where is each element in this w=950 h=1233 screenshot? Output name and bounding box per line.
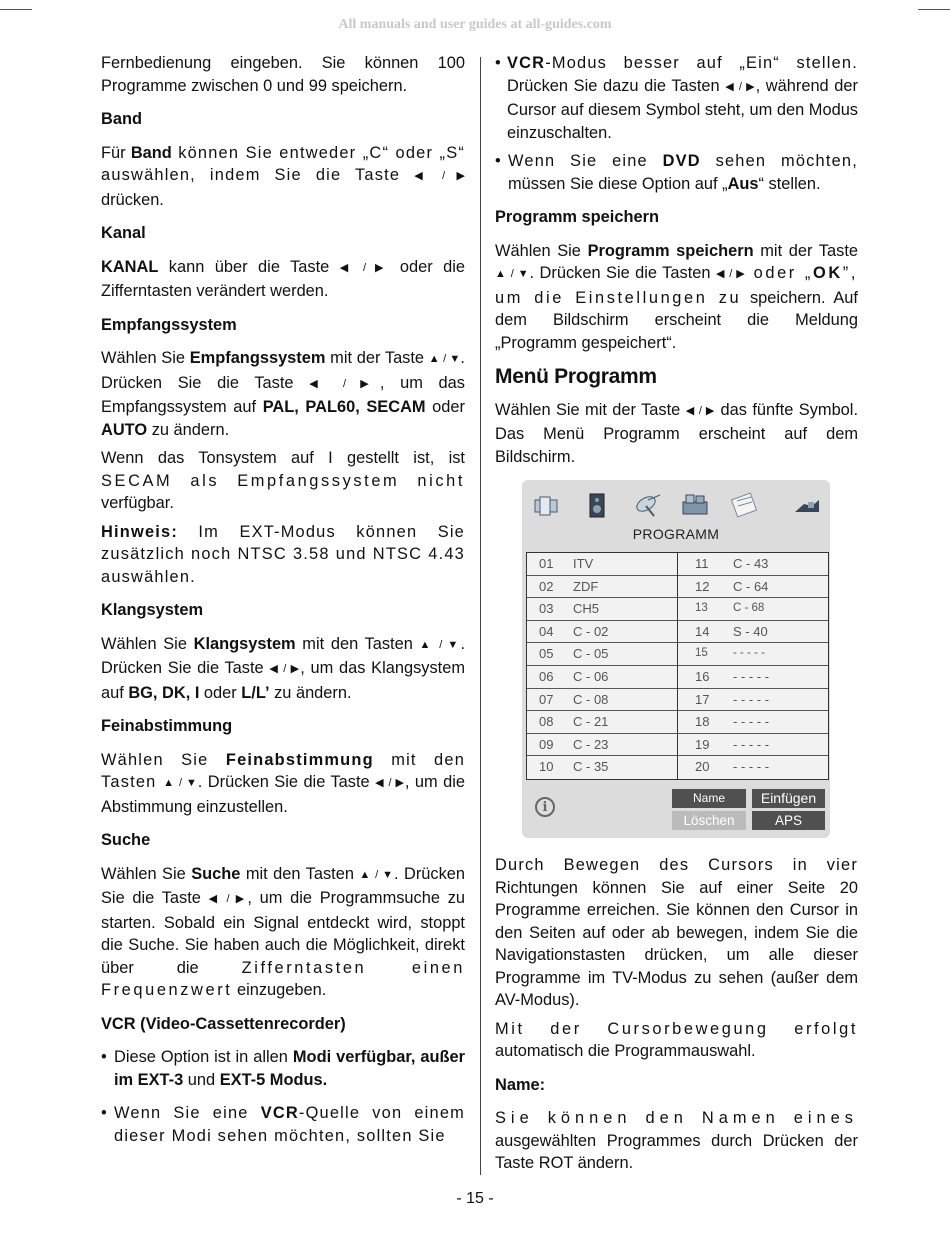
name-text [495,1107,858,1175]
program-number: 15 [695,647,708,660]
left-right-arrow-icon: ◀ / ▶ [375,777,405,789]
text-span: , um das Klangsystem auf [101,659,465,702]
text-span: mit der Taste [325,349,429,367]
left-right-arrow-icon: ◀ / ▶ [339,261,390,274]
text-span: Für [101,143,131,162]
insert-button[interactable]: Einfügen [752,789,825,808]
text-span: Im EXT-Modus können Sie zusätzlich noch NTSC 3.58 und NTSC 4.43 auswählen. [101,522,465,586]
program-number: 05 [539,646,554,662]
text-span: oder [199,683,242,702]
left-right-arrow-icon: ◀ / ▶ [269,663,301,675]
program-row[interactable] [678,576,828,599]
text-span: Durch Bewegen des Cursors in vier [495,856,858,874]
column-divider [480,57,481,1175]
program-name: ITV [573,556,594,571]
text-span: Mit der Cursorbewegung erfolgt [495,1019,858,1038]
dvd-bullet [495,150,858,195]
klangsystem-text [101,633,465,705]
text-span: Wählen Sie mit der Taste [495,400,686,419]
program-number: 04 [539,623,554,639]
program-name: C - 02 [573,623,609,639]
program-name: C - 35 [573,759,609,775]
program-number: 19 [695,736,710,752]
text-span: müssen Sie diese Option auf „ [508,174,728,193]
program-number: 13 [695,602,708,615]
text-bold: Klangsystem [193,634,296,653]
program-name: C - 08 [573,691,609,707]
program-row[interactable] [527,666,677,689]
menu-button-bar [522,784,830,834]
tonsystem-text [101,447,465,515]
picture-icon[interactable] [532,492,562,518]
program-number: 01 [539,556,554,571]
program-row[interactable] [527,711,677,734]
programm-speichern-heading: Programm speichern [495,208,659,226]
menu-title: PROGRAMM [632,526,720,542]
program-number: 06 [539,668,554,684]
menu-icon-bar [530,488,822,522]
text-bold: Empfangssystem [189,349,326,367]
text-bold: OK [812,264,843,282]
text-bold: VCR [507,54,546,72]
text-span: mit den Tasten [295,634,420,653]
program-column-left [527,553,677,779]
program-number: 20 [695,759,710,775]
program-row[interactable] [527,553,677,576]
menu-programm-heading: Menü Programm [495,365,657,388]
vcr-continued-text [495,52,858,144]
program-row[interactable] [527,734,677,757]
info-icon[interactable]: i [535,797,555,817]
program-number: 09 [539,736,554,752]
left-right-arrow-icon: ◀ / ▶ [208,893,248,905]
program-name: C - 43 [733,556,769,571]
program-name: C - 05 [573,646,609,662]
text-bold: Suche [191,864,241,883]
text-span: und [183,1070,220,1089]
vcr-heading: VCR (Video-Cassettenrecorder) [101,1014,346,1033]
program-number: 14 [695,623,710,639]
program-number: 18 [695,714,710,730]
text-bold: Band [130,143,172,162]
top-rule-right [918,9,950,10]
vcr-bullet-1 [101,1046,465,1091]
empfangssystem-heading: Empfangssystem [101,315,237,334]
up-down-arrow-icon: ▲ / ▼ [428,353,461,365]
empfangssystem-text [101,347,465,441]
program-row[interactable] [678,734,828,757]
right-column [495,52,858,1186]
text-span: zu ändern. [269,683,352,702]
text-span: ”, um die Einstellungen zu [495,264,858,307]
program-name: ZDF [573,578,599,594]
text-bold: DVD [662,152,701,170]
text-bold: AUTO [101,420,148,439]
menu-programm-text [495,399,858,469]
text-span: -Quelle von einem dieser Modi sehen möchten, sollten Sie [114,1104,465,1145]
program-name: C - 23 [573,736,609,752]
text-span: Wählen Sie [495,241,588,260]
up-down-arrow-icon: ▲ / ▼ [163,777,198,789]
text-span: SECAM als Empfangssystem nicht [101,471,465,490]
text-span: -Modus besser auf „Ein“ stellen. [545,54,858,72]
program-row[interactable] [678,553,828,576]
speaker-icon[interactable] [582,492,612,518]
page-number: - 15 - [456,1190,494,1207]
setup-icon[interactable] [792,492,822,518]
text-span: mit den Tasten [240,864,360,883]
text-span: das fünfte Symbol. Das Menü Programm erscheint auf dem Bildschirm. [495,400,858,466]
text-span: können Sie entweder „C“ oder „S“ auswählen, indem Sie die Taste [101,143,465,184]
band-text [101,142,465,212]
program-row[interactable] [678,711,828,734]
text-span: Wählen Sie [101,864,192,883]
text-span: , um die Abstimmung einzustellen. [101,773,466,816]
top-rule-left [0,9,32,10]
text-span: oder „ [745,264,813,282]
edit-list-icon[interactable] [730,492,760,518]
kanal-text [101,256,465,303]
program-number: 07 [539,691,554,707]
text-span: ausgewählten Programmes durch Drücken der Taste ROT ändern. [495,1131,858,1172]
text-bold: Programm speichern [587,241,754,260]
program-number: 11 [695,556,709,571]
program-name: C - 21 [573,714,609,730]
text-span: einzugeben. [232,981,327,999]
program-row[interactable] [527,598,677,621]
left-right-arrow-icon: ◀ / ▶ [715,268,746,280]
text-span: Richtungen können Sie auf einer Seite 20 Programme erreichen. Sie können den Cursor in den Seiten auf oder ab bewegen, indem Sie die Navigationstasten drücken, um alle dieser Programme im TV-Modus zu sehen (außer dem AV-Modus). [495,878,858,1009]
hinweis-text [101,521,465,589]
text-span: Wenn Sie eine [508,152,663,170]
text-span: oder die Zifferntasten verändert werden. [101,257,465,300]
program-column-right [678,553,828,779]
left-right-arrow-icon: ◀ / ▶ [685,404,716,417]
program-row[interactable] [527,756,677,779]
text-span: Zifferntasten einen Frequenzwert [101,958,465,999]
text-span: . Drücken Sie die Tasten [529,264,716,282]
text-span: drücken. [101,190,164,209]
text-span: mit der Taste [753,241,858,260]
left-column [101,52,465,1158]
text-span: sehen möchten, [700,152,858,170]
text-span: automatisch die Programmauswahl. [495,1042,756,1060]
text-bold: L/L’ [241,683,270,702]
programm-menu-panel [522,480,830,838]
program-name: - - - - - [733,759,770,775]
text-bold: VCR [260,1104,299,1122]
program-number: 02 [539,578,554,594]
text-span: , um das Empfangssystem auf [101,373,465,416]
aps-button[interactable]: APS [752,811,825,830]
feinabstimmung-heading: Feinabstimmung [101,717,233,735]
up-arrow-icon: ▲ [419,638,433,651]
text-span: . Drücken Sie die Taste [197,773,376,791]
text-span: mit den Tasten [101,750,466,791]
page-header: All manuals and user guides at all-guides.com [338,17,612,32]
delete-button[interactable]: Löschen [672,811,746,830]
text-span: Sie können den Namen eines [495,1109,858,1127]
program-name: - - - - - [733,736,770,752]
up-down-arrow-icon: ▲ / ▼ [495,268,530,280]
cursor-selection-text [495,1018,858,1063]
text-span: Diese Option ist in allen [114,1048,293,1066]
feinabstimmung-text [101,749,465,819]
text-span: verfügbar. [101,494,174,512]
left-right-arrow-icon: ◀ / ▶ [725,80,756,93]
text-span: Wählen Sie [101,750,226,769]
program-table [526,552,829,780]
text-bold: KANAL [101,257,159,276]
program-number: 16 [695,668,710,684]
text-bold: Modi verfügbar, außer im EXT-3 [114,1048,465,1089]
program-name: C - 06 [573,668,609,684]
text-bold: PAL, PAL60, SECAM [262,398,426,416]
band-heading: Band [101,110,142,128]
program-row[interactable] [527,576,677,599]
text-span: oder [425,398,465,416]
satellite-dish-icon[interactable] [634,492,664,518]
down-arrow-icon: / ▼ [439,638,461,651]
intro-text: Fernbedienung eingeben. Sie können 100 Programme zwischen 0 und 99 speichern. [101,54,465,95]
program-row[interactable] [527,689,677,712]
suche-text [101,863,465,1002]
programm-speichern-text [495,240,858,355]
text-bold: Aus [727,174,759,193]
text-span: . Drücken Sie die Taste [101,634,465,677]
text-span: speichern. Auf dem Bildschirm erscheint die Meldung „Programm gespeichert“. [495,288,858,352]
program-row[interactable] [678,689,828,712]
program-name: - - - - - [733,714,770,730]
program-row[interactable] [678,666,828,689]
text-bold: EXT-5 Modus. [219,1070,328,1089]
program-number: 10 [539,759,554,775]
text-bold: Hinweis: [101,522,178,541]
name-heading: Name: [495,1075,546,1094]
program-row[interactable] [678,621,828,644]
name-button[interactable]: Name [672,789,746,808]
text-span: kann über die Taste [158,257,340,276]
suche-heading: Suche [101,831,151,849]
text-span: “ stellen. [758,174,821,193]
klangsystem-heading: Klangsystem [101,601,204,619]
up-down-arrow-icon: ▲ / ▼ [359,868,394,881]
text-span: Wählen Sie [101,349,190,367]
program-number: 17 [695,691,710,707]
program-name: S - 40 [733,623,768,639]
text-span: Wenn das Tonsystem auf I gestellt ist, ist [101,449,465,467]
program-row[interactable] [527,643,677,666]
text-span: . Drücken Sie die Taste [101,864,466,907]
text-bold: BG, DK, I [128,683,200,702]
text-span: Wenn Sie eine [114,1104,261,1122]
program-name: CH5 [573,601,600,617]
program-name: - - - - - [733,647,765,660]
program-name: C - 68 [733,602,765,615]
text-span: , um die Programmsuche zu starten. Sobald ein Signal entdeckt wird, stoppt die Suche. Sie haben auch die Möglichkeit, direkt über die [101,889,466,977]
program-number: 12 [695,578,710,594]
program-name: - - - - - [733,668,770,684]
program-row[interactable] [678,756,828,779]
text-span: zu ändern. [147,420,230,439]
left-right-arrow-icon: ◀ / ▶ [309,377,380,390]
tools-icon[interactable] [680,492,710,518]
text-span: . Drücken Sie die Taste [101,349,465,392]
text-bold: Feinabstimmung [225,750,374,769]
vcr-bullet-2 [101,1102,465,1147]
program-row[interactable] [527,621,677,644]
kanal-heading: Kanal [101,224,146,242]
program-row[interactable] [678,643,828,666]
program-number: 08 [539,714,554,730]
text-span: , während der Cursor auf diesem Symbol steht, um den Modus einzuschalten. [507,76,858,142]
cursor-navigation-text [495,854,858,1012]
text-span: Drücken Sie dazu die Tasten [507,76,726,95]
program-row[interactable] [678,598,828,621]
text-span: Wählen Sie [101,634,194,653]
program-name: C - 64 [733,578,769,594]
program-number: 03 [539,601,554,617]
program-name: - - - - - [733,691,770,707]
left-right-arrow-icon: ◀ / ▶ [414,170,465,182]
